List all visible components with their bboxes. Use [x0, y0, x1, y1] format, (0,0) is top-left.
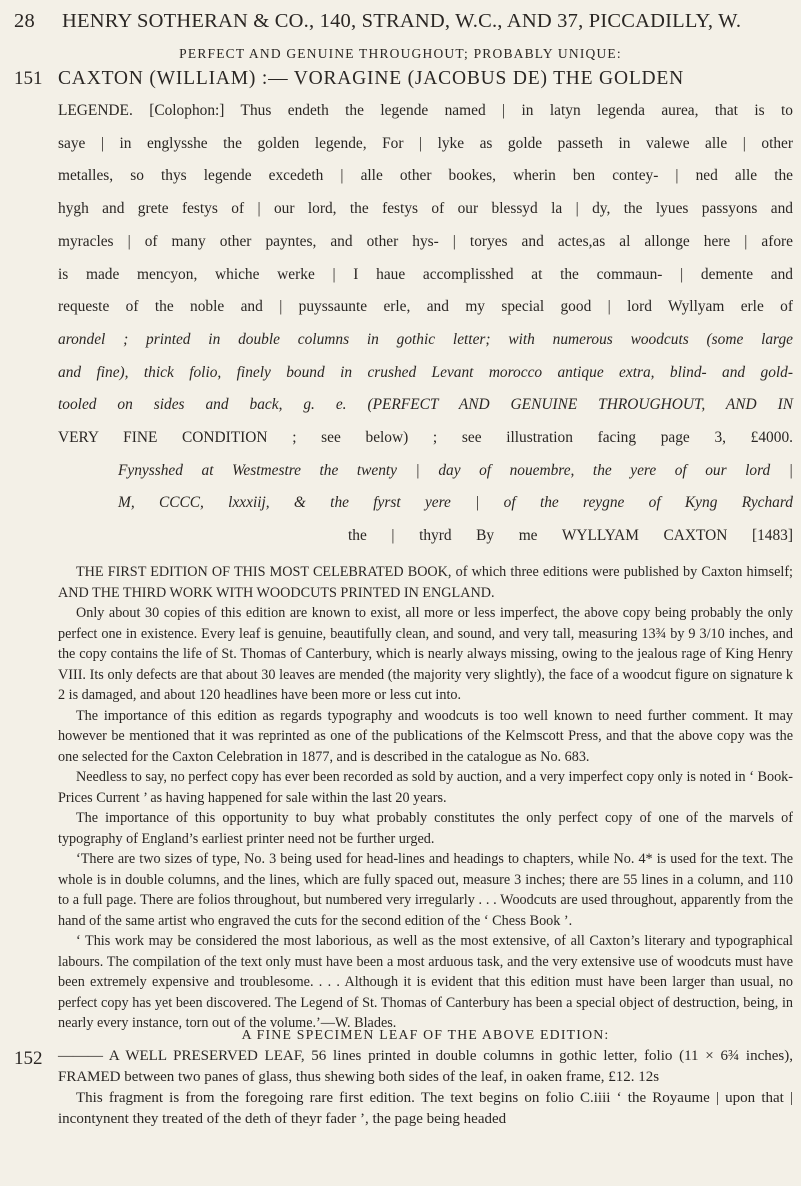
running-header [14, 10, 741, 33]
body-line: requeste of the noble and | puyssaunte erle, and my special good | lord Wyllyam erle of [58, 298, 793, 316]
body-line: hygh and grete festys of | our lord, the festys of our blessyd la | dy, the lyues passyons and [58, 200, 793, 218]
publisher-line: HENRY SOTHERAN & CO., 140, STRAND, W.C., AND 37, PICCADILLY, W. [62, 10, 742, 32]
entry-description [58, 1046, 793, 1130]
page-subtitle: PERFECT AND GENUINE THROUGHOUT; PROBABLY UNIQUE: [179, 46, 622, 61]
description-paragraph: ‘There are two sizes of type, No. 3 being used for head-lines and headings to chapters, while No. 4* is used for the text. The whole is in double columns, and the lines, which are fully spaced out, measure 3 inches; there are 55 lines in a column, and 110 to a full page. There are folios throughout, but numbered very irregularly . . . Woodcuts are used throughout, apparently from the hand of the same artist who engraved the cuts for the second edition of the ‘ Chess Book ’. [58, 851, 793, 929]
description-paragraph: THE FIRST EDITION OF THIS MOST CELEBRATED BOOK, of which three editions were published by Caxton himself; AND THE THIRD WORK WITH WOODCUTS PRINTED IN ENGLAND. [58, 564, 793, 601]
description-paragraph: The importance of this opportunity to buy what probably constitutes the only perfect copy of one of the marvels of typography of England’s earliest printer need not be further urged. [58, 810, 793, 847]
page-number: 28 [14, 10, 35, 32]
body-line: and fine), thick folio, finely bound in crushed Levant morocco antique extra, blind- and gold- [58, 363, 793, 381]
body-line: saye | in englysshe the golden legende, For | lyke as golde passeth in valewe alle | other [58, 134, 793, 152]
body-line: metalles, so thys legende excedeth | alle other bookes, wherin ben contey- | ned alle the [58, 167, 793, 185]
colophon-line: Fynysshed at Westmestre the twenty | day of nouembre, the yere of our lord | [118, 461, 793, 479]
colophon-line: the | thyrd By me WYLLYAM CAXTON [1483] [348, 527, 793, 545]
entry-description [58, 562, 793, 1034]
entry-number: 151 [14, 68, 43, 89]
body-line: is made mencyon, whiche werke | I haue accomplisshed at the commaun- | demente and [58, 265, 793, 283]
colophon-line: M, CCCC, lxxxiij, & the fyrst yere | of the reygne of Kyng Rychard [118, 494, 793, 512]
entry-title: CAXTON (WILLIAM) :— VORAGINE (JACOBUS DE) THE GOLDEN [58, 68, 685, 89]
description-paragraph: The importance of this edition as regards typography and woodcuts is too well known to need further comment. It may however be mentioned that it was reprinted as one of the publications of the Kelmscott Press, and that the above copy was the one selected for the Caxton Celebration in 1877, and is described in the catalogue as No. 683. [58, 707, 793, 765]
specimen-heading: A FINE SPECIMEN LEAF OF THE ABOVE EDITION: [241, 1027, 610, 1042]
body-line: arondel ; printed in double columns in gothic letter; with numerous woodcuts (some large [58, 330, 793, 348]
entry-number: 152 [14, 1048, 43, 1069]
description-paragraph: ‘ This work may be considered the most laborious, as well as the most extensive, of all Caxton’s literary and typographical labours. The compilation of the text only must have been a most arduous task, and the very extensive use of woodcuts must have been extremely expensive and troublesome. . . . Although it is evident that this edition must have been larger than usual, no perfect copy has yet been discovered. The Legend of St. Thomas of Canterbury has been a special object of destruction, being, in nearly every instance, torn out of the volume.’—W. Blades. [58, 933, 793, 1031]
description-paragraph: This fragment is from the foregoing rare first edition. The text begins on folio C.iiii ‘ the Royaume | upon that | incontynent they treated of the deth of theyr fader ’, the page being headed [58, 1090, 793, 1127]
body-line: LEGENDE. [Colophon:] Thus endeth the legende named | in latyn legenda aurea, that is to [58, 102, 793, 119]
body-line: tooled on sides and back, g. e. (PERFECT AND GENUINE THROUGHOUT, AND IN [58, 396, 793, 414]
description-paragraph: ——— A WELL PRESERVED LEAF, 56 lines printed in double columns in gothic letter, folio (11 × 6¾ inches), FRAMED between two panes of glass, thus shewing both sides of the leaf, in oaken frame, £12. 12s [58, 1048, 793, 1085]
body-line: VERY FINE CONDITION ; see below) ; see illustration facing page 3, £4000. [58, 429, 793, 447]
entry-body [58, 95, 793, 553]
description-paragraph: Needless to say, no perfect copy has ever been recorded as sold by auction, and a very imperfect copy only is noted in ‘ Book-Prices Current ’ as having happened for sale within the last 20 years. [58, 769, 793, 806]
body-line: myracles | of many other payntes, and other hys- | toryes and actes,as al allonge here | afore [58, 232, 793, 250]
description-paragraph: Only about 30 copies of this edition are known to exist, all more or less imperfect, the above copy being probably the only perfect one in existence. Every leaf is genuine, beautifully clean, and sound, and very tall, measuring 13¾ by 9 3/10 inches, and the copy contains the life of St. Thomas of Canterbury, which is nearly always missing, owing to the jealous rage of King Henry VIII. Its only defects are that about 30 leaves are mended (the majority very slightly), the face of a woodcut figure on signature k 2 is damaged, and about 120 headlines have been more or less cut into. [58, 605, 793, 703]
